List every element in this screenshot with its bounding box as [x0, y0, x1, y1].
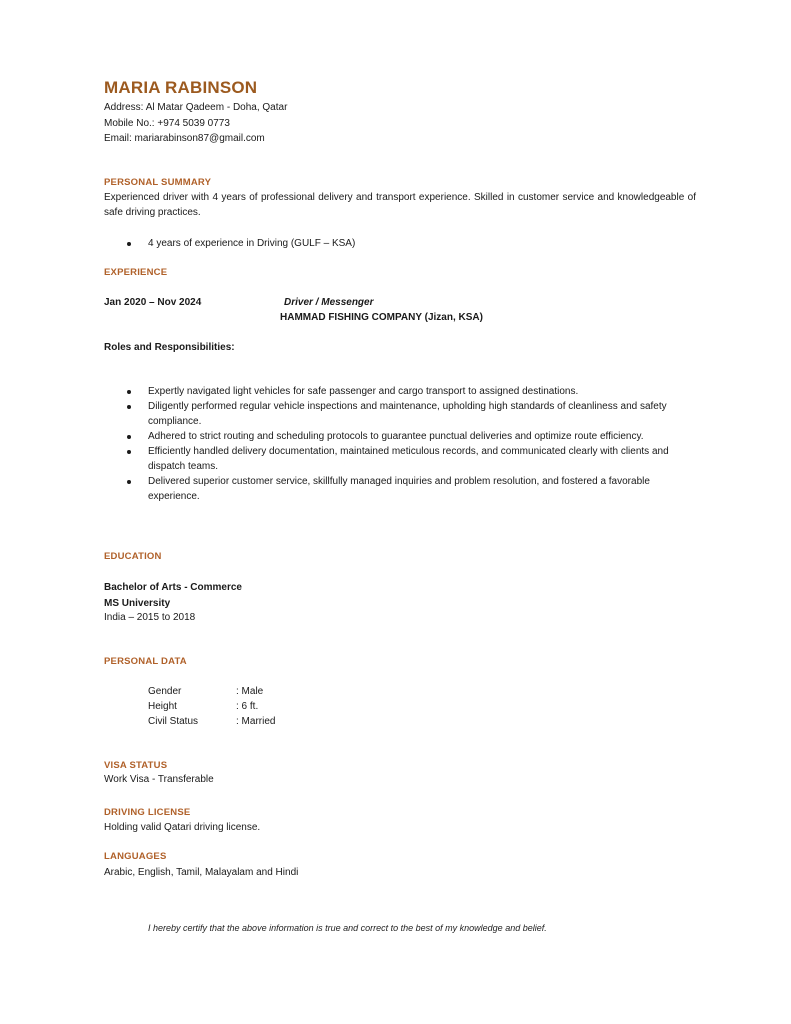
bullet-dot — [127, 405, 131, 409]
responsibility-text: Diligently performed regular vehicle inspections and maintenance, upholding high standards of cleanliness and safety compliance. — [148, 401, 667, 427]
experience-period: Jan 2020 – Nov 2024 — [104, 297, 202, 308]
mobile-line: Mobile No.: +974 5039 0773 — [104, 118, 230, 129]
visa-text: Work Visa - Transferable — [104, 774, 214, 785]
bullet-dot — [127, 450, 131, 454]
responsibility-text: Delivered superior customer service, skillfully managed inquiries and problem resolution, and fostered a favorable experience. — [148, 476, 650, 502]
applicant-name: MARIA RABINSON — [104, 78, 258, 97]
responsibility-item — [104, 384, 696, 399]
certification-statement: I hereby certify that the above information is true and correct to the best of my knowledge and belief. — [148, 923, 547, 933]
bullet-dot — [127, 480, 131, 484]
experience-company: HAMMAD FISHING COMPANY (Jizan, KSA) — [280, 312, 483, 323]
personal-data-value: : Married — [236, 716, 276, 727]
personal-data-row — [148, 714, 275, 729]
education-location-years: India – 2015 to 2018 — [104, 612, 196, 623]
license-text: Holding valid Qatari driving license. — [104, 822, 261, 833]
experience-role: Driver / Messenger — [284, 297, 374, 308]
personal-data-label: Civil Status — [148, 716, 199, 727]
languages-heading: LANGUAGES — [104, 851, 167, 862]
bullet-dot — [127, 390, 131, 394]
education-heading: EDUCATION — [104, 551, 162, 562]
education-institution: MS University — [104, 598, 171, 609]
responsibility-item — [104, 474, 696, 504]
address-line: Address: Al Matar Qadeem - Doha, Qatar — [104, 102, 288, 113]
personal-data-value: : Male — [236, 686, 264, 697]
responsibility-text: Expertly navigated light vehicles for safe passenger and cargo transport to assigned destinations. — [148, 386, 579, 397]
personal-data-heading: PERSONAL DATA — [104, 656, 187, 667]
education-degree: Bachelor of Arts - Commerce — [104, 582, 242, 593]
bullet-dot — [127, 242, 131, 246]
roles-heading: Roles and Responsibilities: — [104, 342, 235, 353]
responsibility-item — [104, 399, 696, 429]
summary-bullets — [104, 236, 696, 251]
responsibilities-list — [104, 384, 696, 504]
summary-bullet — [104, 236, 696, 251]
experience-heading: EXPERIENCE — [104, 267, 168, 278]
responsibility-text: Adhered to strict routing and scheduling protocols to guarantee punctual deliveries and optimize route efficiency. — [148, 431, 644, 442]
license-heading: DRIVING LICENSE — [104, 807, 191, 818]
bullet-dot — [127, 435, 131, 439]
personal-data-row — [148, 699, 258, 714]
summary-bullet-text: 4 years of experience in Driving (GULF – KSA) — [148, 238, 356, 249]
languages-text: Arabic, English, Tamil, Malayalam and Hindi — [104, 867, 299, 878]
email-line: Email: mariarabinson87@gmail.com — [104, 133, 265, 144]
personal-data-label: Gender — [148, 686, 182, 697]
personal-data-label: Height — [148, 701, 177, 712]
summary-heading: PERSONAL SUMMARY — [104, 177, 212, 188]
personal-data-row — [148, 684, 263, 699]
summary-text: Experienced driver with 4 years of professional delivery and transport experience. Skilled in customer service and knowledgeable of safe driving practices. — [104, 192, 696, 218]
personal-data-value: : 6 ft. — [236, 701, 259, 712]
responsibility-text: Efficiently handled delivery documentation, maintained meticulous records, and communicated clearly with clients and dispatch teams. — [148, 446, 669, 472]
responsibility-item — [104, 429, 696, 444]
visa-heading: VISA STATUS — [104, 760, 168, 771]
responsibility-item — [104, 444, 696, 474]
